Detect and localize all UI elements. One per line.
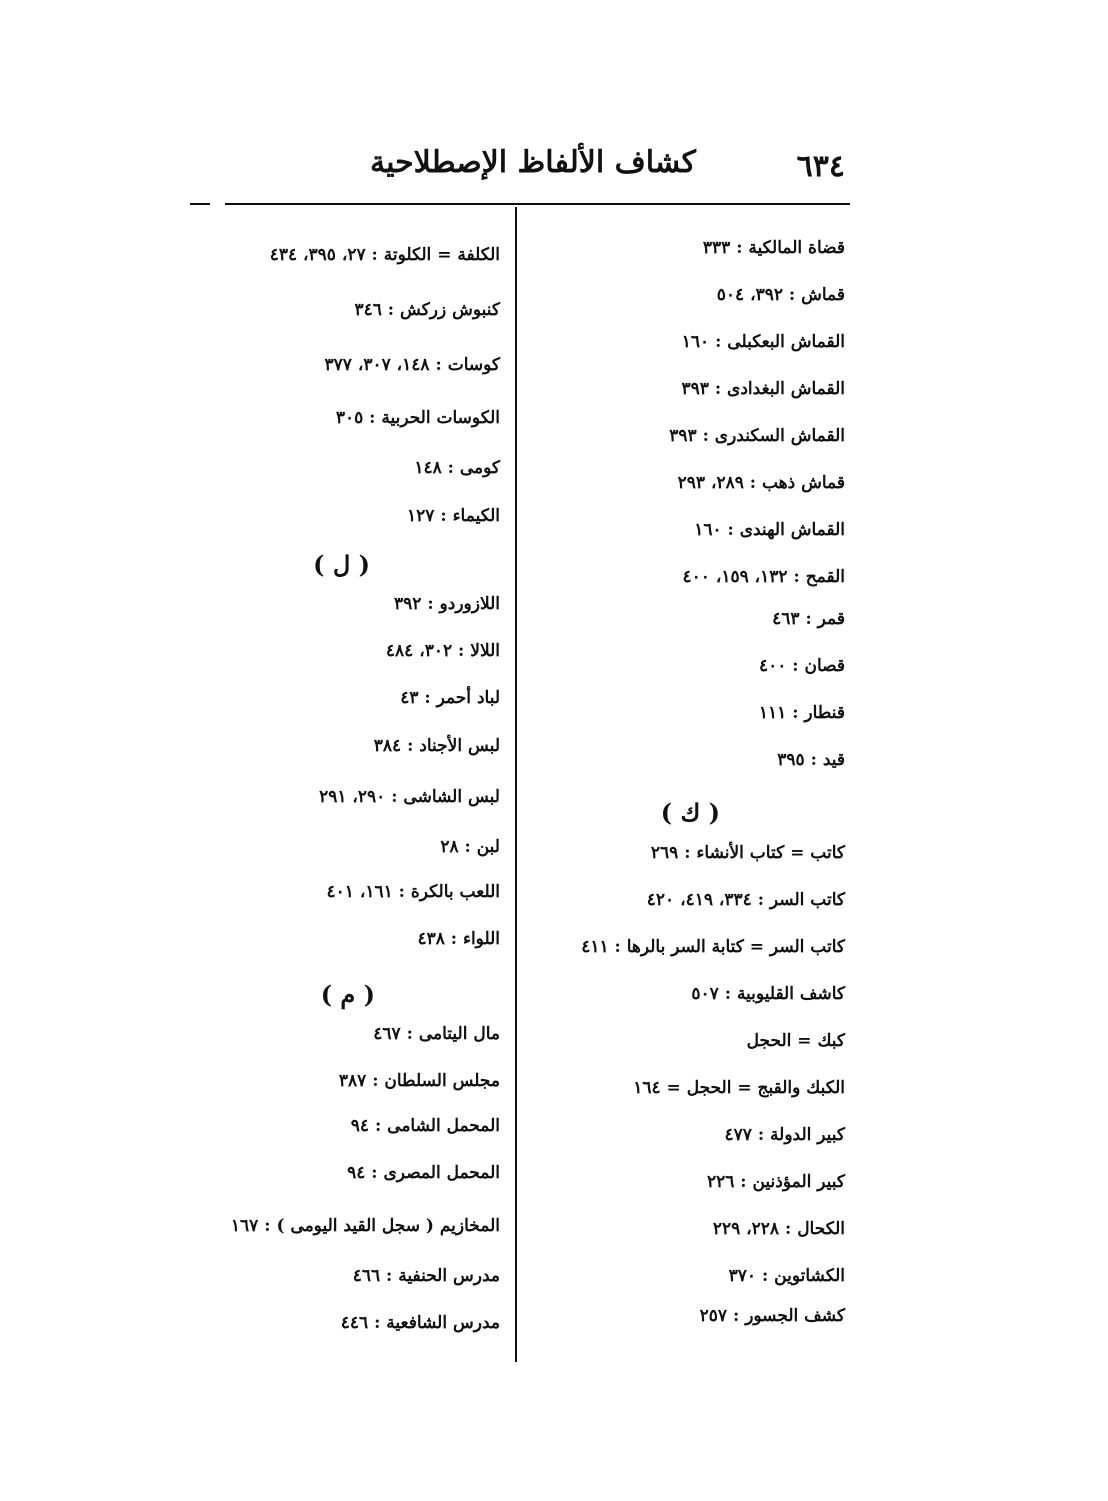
index-entry: لباد أحمر : ٤٣ [400,688,500,708]
index-entry: قصان : ٤٠٠ [758,656,845,676]
column-divider [515,207,517,1362]
header-rule [225,203,850,205]
index-entry: الكوسات الحربية : ٣٠٥ [335,408,500,428]
index-entry: كبير الدولة : ٤٧٧ [724,1125,845,1145]
index-entry: لبس الأجناد : ٣٨٤ [373,736,500,756]
index-entry: كبك = الحجل [746,1031,845,1051]
index-entry: الكبك والقبج = الحجل = ١٦٤ [633,1078,845,1098]
index-entry: كشف الجسور : ٢٥٧ [699,1306,845,1326]
index-entry: المحمل المصرى : ٩٤ [347,1163,500,1183]
running-title: كشاف الألفاظ الإصطلاحية [370,145,696,180]
index-entry: كومى : ١٤٨ [414,458,500,478]
index-entry: الكشاتوين : ٣٧٠ [728,1266,845,1286]
index-entry: لبن : ٢٨ [440,837,500,857]
section-letter-mim: ( م ) [320,980,375,1009]
index-entry: قنطار : ١١١ [758,703,845,723]
index-entry: اللعب بالكرة : ١٦١، ٤٠١ [326,882,500,902]
index-entry: قضاة المالكية : ٣٣٣ [702,238,845,258]
index-entry: مدرس الحنفية : ٤٦٦ [352,1266,500,1286]
index-entry: القمح : ١٣٢، ١٥٩، ٤٠٠ [682,567,845,587]
index-entry: اللالا : ٣٠٢، ٤٨٤ [385,641,500,661]
index-entry: القماش البغدادى : ٣٩٣ [681,379,845,399]
index-entry: المحمل الشامى : ٩٤ [350,1116,500,1136]
index-entry: مال اليتامى : ٤٦٧ [373,1024,500,1044]
index-entry: كاشف القليوبية : ٥٠٧ [691,984,845,1004]
page-header [370,145,845,191]
index-entry: اللازوردو : ٣٩٢ [394,594,500,614]
index-entry: قيد : ٣٩٥ [777,750,845,770]
index-entry: القماش السكندرى : ٣٩٣ [669,426,845,446]
index-entry: لبس الشاشى : ٢٩٠، ٢٩١ [319,787,500,807]
page-number: ٦٣٤ [796,149,845,184]
index-entry: الكحال : ٢٢٨، ٢٢٩ [712,1219,845,1239]
index-entry: القماش البعكبلى : ١٦٠ [681,332,845,352]
index-entry: الكيماء : ١٢٧ [407,506,500,526]
index-entry: اللواء : ٤٣٨ [417,929,500,949]
index-entry: المخازيم ( سجل القيد اليومى ) : ١٦٧ [230,1216,500,1236]
section-letter-kaf: ( ك ) [660,798,720,827]
index-entry: الكلفة = الكلوتة : ٢٧، ٣٩٥، ٤٣٤ [269,245,500,265]
section-letter-lam: ( ل ) [313,550,370,579]
index-entry: مدرس الشافعية : ٤٤٦ [340,1313,500,1333]
index-entry: كبير المؤذنين : ٢٢٦ [706,1172,845,1192]
index-entry: القماش الهندى : ١٦٠ [694,520,845,540]
index-entry: كاتب السر = كتابة السر بالرها : ٤١١ [581,937,845,957]
index-entry: كوسات : ١٤٨، ٣٠٧، ٣٧٧ [324,355,500,375]
index-entry: قمر : ٤٦٣ [772,609,845,629]
header-rule-stub [190,203,210,205]
index-entry: كاتب = كتاب الأنشاء : ٢٦٩ [650,843,845,863]
index-entry: مجلس السلطان : ٣٨٧ [338,1071,500,1091]
index-entry: قماش ذهب : ٢٨٩، ٢٩٣ [677,473,845,493]
index-entry: قماش : ٣٩٢، ٥٠٤ [716,285,845,305]
index-entry: كاتب السر : ٣٣٤، ٤١٩، ٤٢٠ [646,890,845,910]
index-entry: كنبوش زركش : ٣٤٦ [354,300,500,320]
